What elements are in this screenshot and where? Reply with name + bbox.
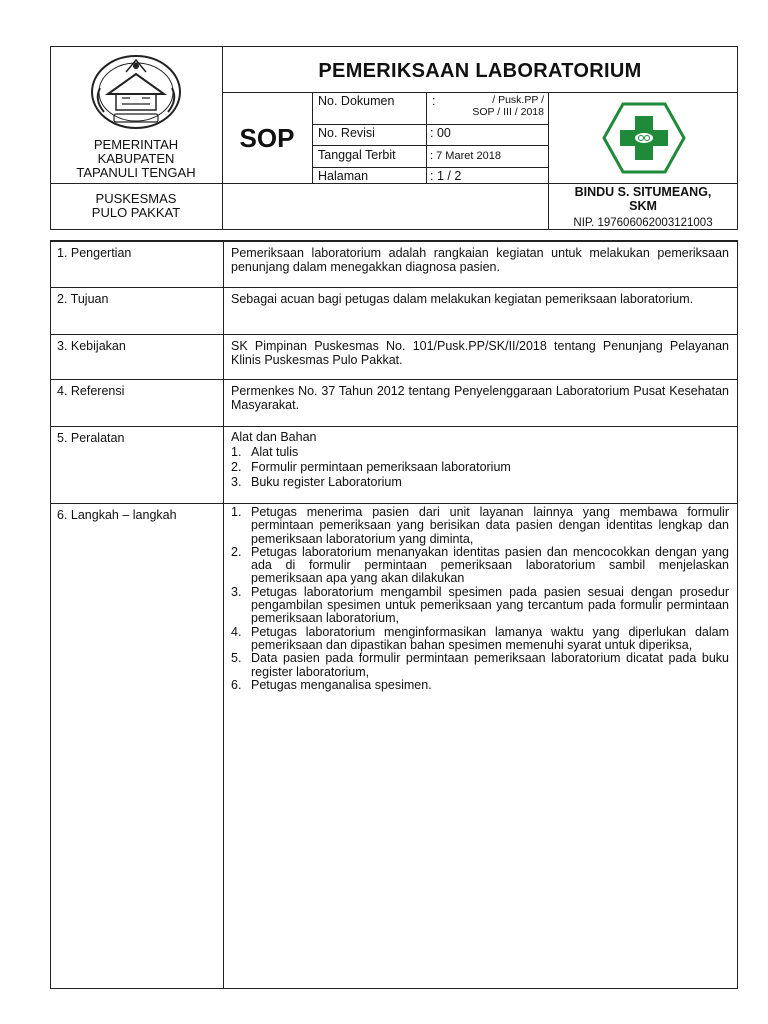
section-text: Pemeriksaan laboratorium adalah rangkaian kegiatan untuk melakukan pemeriksaan penunjang dalam menegakkan diagnosa pasien. (231, 246, 729, 274)
field-value-no-revisi: : 00 (430, 126, 451, 140)
signer-name (548, 185, 738, 213)
section-langkah (51, 503, 737, 989)
document-title: PEMERIKSAAN LABORATORIUM (318, 60, 642, 82)
field-value-tanggal-terbit: : 7 Maret 2018 (430, 150, 501, 162)
unit-name (50, 192, 222, 220)
section-label: 2. Tujuan (57, 292, 109, 306)
org-line-2: KABUPATEN (97, 151, 175, 166)
list-item: 5. Data pasien pada formulir permintaan pemeriksaan laboratorium dicatat pada buku register laboratorium, (231, 651, 729, 679)
field-label-tanggal-terbit: Tanggal Terbit (318, 148, 396, 162)
section-label: 3. Kebijakan (57, 339, 126, 353)
unit-line-2: PULO PAKKAT (91, 205, 181, 220)
section-label: 6. Langkah – langkah (57, 508, 177, 522)
section-peralatan (51, 426, 737, 504)
section-text: Sebagai acuan bagi petugas dalam melakukan kegiatan pemeriksaan laboratorium. (231, 292, 694, 306)
section-tujuan (51, 287, 737, 335)
peralatan-list (231, 445, 729, 490)
no-dokumen-line-1: / Pusk.PP / (492, 94, 544, 106)
field-sep-no-dokumen: : (432, 94, 436, 108)
langkah-list (231, 506, 729, 692)
org-line-1: PEMERINTAH (93, 137, 179, 152)
signer-name-line-1: BINDU S. SITUMEANG, (574, 185, 712, 199)
signer-name-line-2: SKM (629, 199, 657, 213)
section-label: 4. Referensi (57, 384, 125, 398)
no-dokumen-line-2: SOP / III / 2018 (472, 106, 544, 118)
list-item: 3. Buku register Laboratorium (231, 475, 402, 489)
sop-label: SOP (239, 123, 295, 153)
list-item: 1. Petugas menerima pasien dari unit layanan lainnya yang membawa formulir permintaan pemeriksaan yang berisikan data pasien dengan identitas lengkap dan pemeriksaan laboratorium yang diminta, (231, 505, 729, 546)
field-value-halaman: : 1 / 2 (430, 169, 462, 183)
section-referensi (51, 379, 737, 427)
field-label-no-dokumen: No. Dokumen (318, 94, 395, 108)
section-pengertian (51, 241, 737, 288)
unit-line-1: PUSKESMAS (95, 191, 177, 206)
field-label-no-revisi: No. Revisi (318, 126, 375, 140)
signer-nip: NIP. 197606062003121003 (573, 217, 713, 229)
puskesmas-logo-icon (602, 102, 686, 174)
section-text: Permenkes No. 37 Tahun 2012 tentang Penyelenggaraan Laboratorium Pusat Kesehatan Masyarakat. (231, 384, 729, 412)
peralatan-intro: Alat dan Bahan (231, 430, 317, 444)
section-label: 1. Pengertian (57, 246, 132, 260)
org-line-3: TAPANULI TENGAH (76, 165, 196, 180)
list-item: 4. Petugas laboratorium menginformasikan lamanya waktu yang diperlukan dalam pemeriksaan dan dipastikan bahan spesimen memenuhi syarat untuk diperiksa, (231, 624, 729, 652)
field-label-halaman: Halaman (318, 169, 369, 183)
field-value-no-dokumen (450, 94, 544, 118)
regency-emblem-icon (86, 52, 186, 134)
list-item: 3. Petugas laboratorium mengambil spesimen pada pasien sesuai dengan prosedur pengambilan spesimen untuk pemeriksaan yang tercantum pada formulir permintaan pemeriksaan laboratorium, (231, 584, 729, 626)
document-header (50, 46, 738, 230)
list-item: 1. Alat tulis (231, 445, 299, 459)
sop-content-table (50, 240, 738, 989)
section-label: 5. Peralatan (57, 431, 125, 445)
section-kebijakan (51, 334, 737, 380)
organization-name (50, 138, 222, 180)
list-item: 2. Petugas laboratorium menanyakan identitas pasien dan mencocokkan dengan yang ada di formulir permintaan pemeriksaan laboratorium sambil menjelaskan pemeriksaan apa yang akan dilakukan (231, 544, 729, 586)
list-item: 2. Formulir permintaan pemeriksaan laboratorium (231, 460, 511, 474)
list-item: 6. Petugas menganalisa spesimen. (231, 677, 432, 692)
section-text: SK Pimpinan Puskesmas No. 101/Pusk.PP/SK/II/2018 tentang Penunjang Pelayanan Klinis Puskesmas Pulo Pakkat. (231, 339, 729, 367)
